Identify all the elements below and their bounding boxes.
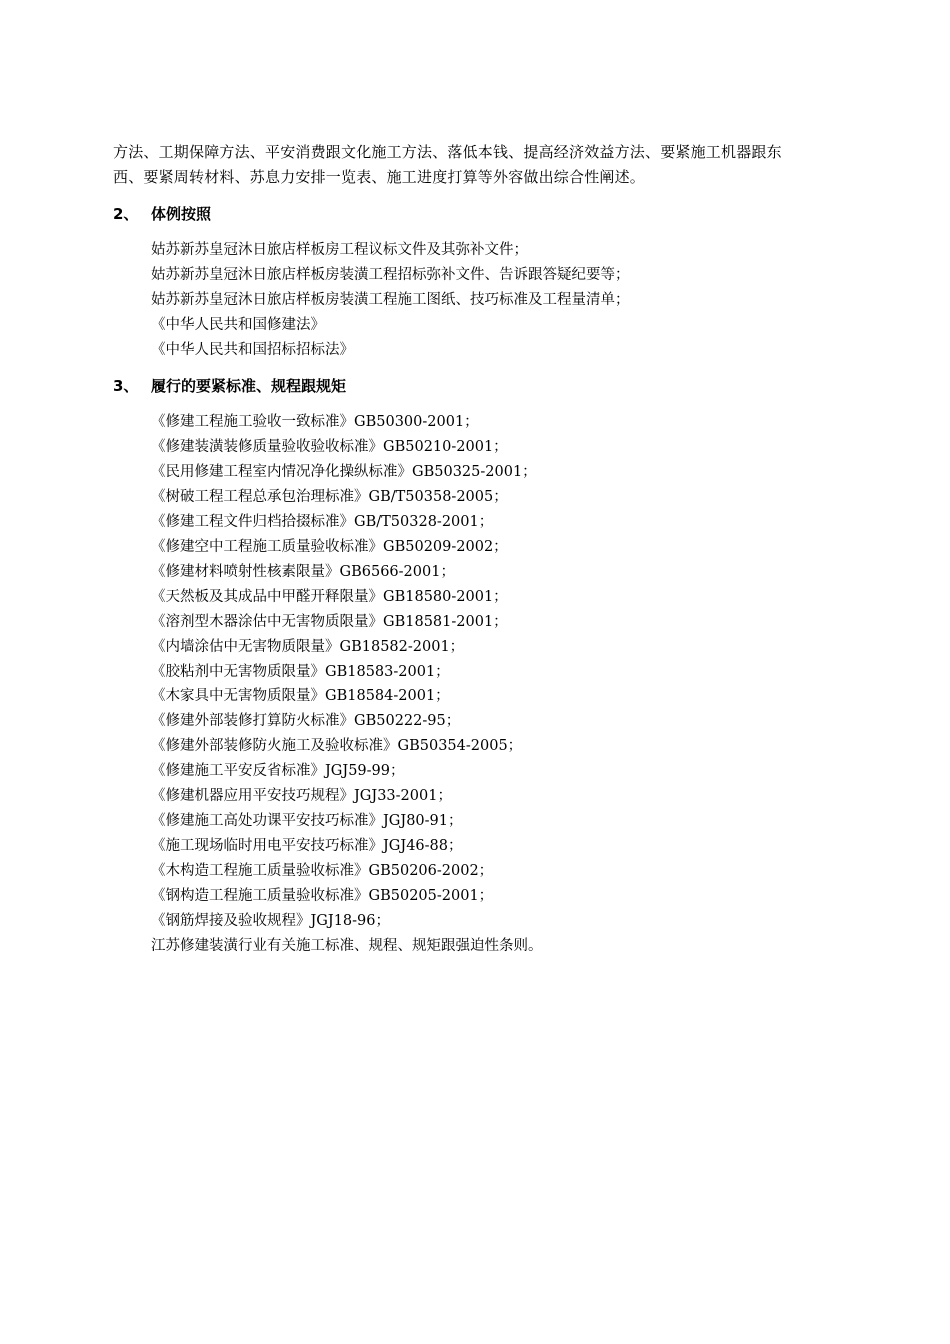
list-item: 《修建工程施工验收一致标准》GB50300-2001； (151, 414, 479, 430)
list-item: 《修建外部装修防火施工及验收标准》GB50354-2005； (151, 738, 523, 755)
section-2-list (151, 238, 630, 363)
section-2-title: 体例按照 (151, 205, 212, 223)
section-3-title: 履行的要紧标准、规程跟规矩 (151, 377, 347, 395)
intro-line: 方法、工期保障方法、平安消费跟文化施工方法、落低本钱、提高经济效益方法、要紧施工机器跟东 (113, 143, 782, 161)
section-2-heading (113, 204, 211, 224)
list-item: 《修建施工高处功课平安技巧标准》JGJ80-91； (151, 813, 463, 830)
list-item: 江苏修建装潢行业有关施工标准、规程、规矩跟强迫性条则。 (151, 938, 543, 955)
intro-paragraph (113, 140, 858, 190)
list-item: 《胶粘剂中无害物质限量》GB18583-2001； (151, 663, 450, 680)
list-item: 《修建装潢装修质量验收验收标准》GB50210-2001； (151, 438, 508, 455)
list-item: 《天然板及其成品中甲醛开释限量》GB18580-2001； (151, 588, 508, 605)
list-item: 《修建机器应用平安技巧规程》JGJ33-2001； (151, 788, 452, 805)
intro-line: 西、要紧周转材料、苏息力安排一览表、施工进度打算等外容做出综合性阐述。 (113, 168, 646, 186)
list-item: 《木构造工程施工质量验收标准》GB50206-2002； (151, 863, 494, 880)
list-item: 《施工现场临时用电平安技巧标准》JGJ46-88； (151, 838, 463, 855)
list-item: 《修建施工平安反省标准》JGJ59-99； (151, 763, 405, 780)
section-2-number: 2、 (113, 205, 139, 223)
list-item: 《树破工程工程总承包治理标准》GB/T50358-2005； (151, 488, 508, 505)
list-item: 《溶剂型木器涂估中无害物质限量》GB18581-2001； (151, 613, 508, 630)
list-item: 《中华人民共和国招标招标法》 (151, 341, 354, 358)
section-3-list (151, 410, 543, 959)
list-item: 《中华人民共和国修建法》 (151, 316, 325, 333)
list-item: 姑苏新苏皇冠沐日旅店样板房装潢工程招标弥补文件、告诉跟答疑纪要等； (151, 266, 630, 283)
list-item: 《内墙涂估中无害物质限量》GB18582-2001； (151, 638, 465, 655)
list-item: 姑苏新苏皇冠沐日旅店样板房工程议标文件及其弥补文件； (151, 242, 528, 258)
list-item: 姑苏新苏皇冠沐日旅店样板房装潢工程施工图纸、技巧标准及工程量清单； (151, 291, 630, 308)
list-item: 《钢构造工程施工质量验收标准》GB50205-2001； (151, 888, 494, 905)
section-3-number: 3、 (113, 377, 139, 395)
list-item: 《修建外部装修打算防火标准》GB50222-95； (151, 713, 461, 730)
list-item: 《修建工程文件归档拾掇标准》GB/T50328-2001； (151, 513, 494, 530)
list-item: 《民用修建工程室内情况净化操纵标准》GB50325-2001； (151, 463, 537, 480)
list-item: 《木家具中无害物质限量》GB18584-2001； (151, 688, 450, 705)
list-item: 《钢筋焊接及验收规程》JGJ18-96； (151, 913, 391, 930)
list-item: 《修建材料喷射性核素限量》GB6566-2001； (151, 563, 455, 580)
list-item: 《修建空中工程施工质量验收标准》GB50209-2002； (151, 538, 508, 555)
section-3-heading (113, 376, 346, 396)
